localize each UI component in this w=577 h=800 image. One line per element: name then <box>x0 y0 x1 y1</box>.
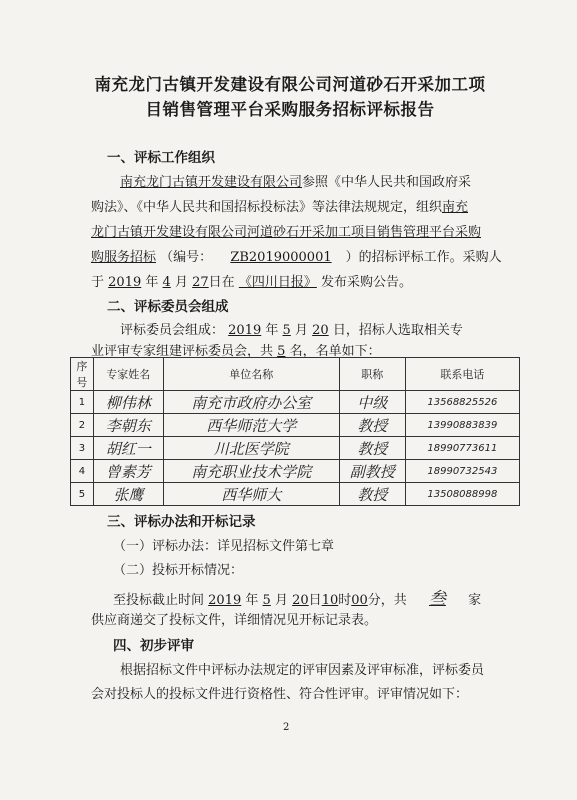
cell-name: 曾素芳 <box>93 460 163 483</box>
cell-unit: 西华师范大学 <box>163 414 339 437</box>
cell-seq: 2 <box>71 414 94 437</box>
committee-day: 20 <box>312 323 329 338</box>
cell-unit: 西华师大 <box>163 483 339 506</box>
cell-phone: 13568825526 <box>405 391 519 414</box>
committee-month: 5 <box>282 323 291 338</box>
section-3-line-2: 供应商递交了投标文件，详细情况见开标记录表。 <box>91 613 378 628</box>
section-3-sub-1: （一）评标办法：详见招标文件第七章 <box>113 539 335 554</box>
cell-seq: 3 <box>71 437 94 460</box>
text: 购法》、《中华人民共和国招标投标法》等法律法规规定，组织 <box>91 200 443 215</box>
section-1-heading: 一、评标工作组织 <box>107 150 215 166</box>
section-2-line-1 <box>120 319 463 338</box>
header-unit: 单位名称 <box>163 358 339 391</box>
deadline-minute: 00 <box>351 593 368 608</box>
deadline-hour: 10 <box>321 593 339 608</box>
header-seq: 序号 <box>71 358 94 391</box>
text: 日 <box>308 593 322 608</box>
section-3-line-1 <box>113 584 481 609</box>
table-row <box>71 460 520 483</box>
page-number: 2 <box>283 722 290 733</box>
announce-day: 27 <box>192 275 209 290</box>
table-row <box>71 483 520 506</box>
deadline-day: 20 <box>292 593 309 608</box>
section-3-sub-2: （二）投标开标情况： <box>113 563 244 578</box>
section-1-line-3: 龙门古镇开发建设有限公司河道砂石开采加工项目销售管理平台采购 <box>91 225 482 240</box>
text: 年 <box>145 275 159 290</box>
cell-phone: 13990883839 <box>405 414 519 437</box>
text: 业评审专家组建评标委员会，共 <box>91 344 274 359</box>
section-2-heading: 二、评标委员会组成 <box>107 299 229 315</box>
text: 分，共 <box>367 593 407 608</box>
table-header-row <box>71 358 520 391</box>
text: 时 <box>338 593 352 608</box>
cell-title: 教授 <box>339 437 405 460</box>
cell-title: 中级 <box>339 391 405 414</box>
text: 于 <box>91 275 105 290</box>
cell-seq: 1 <box>71 391 94 414</box>
text: 日，招标人选取相关专 <box>332 323 463 338</box>
purchaser-name-start: 南充 <box>442 200 469 215</box>
committee-table <box>70 357 520 506</box>
header-phone: 联系电话 <box>405 358 519 391</box>
text: 至投标截止时间 <box>113 593 205 608</box>
cell-phone: 18990732543 <box>405 460 519 483</box>
cell-seq: 5 <box>71 483 94 506</box>
cell-title: 教授 <box>339 483 405 506</box>
report-title-line-2: 目销售管理平台采购服务招标评标报告 <box>145 100 435 119</box>
text: 评标委员会组成： <box>120 323 225 338</box>
tender-number: ZB2019000001 <box>230 250 332 265</box>
project-name-end: 购服务招标 <box>91 250 157 265</box>
cell-unit: 川北医学院 <box>163 437 339 460</box>
section-4-line-1: 根据招标文件中评标办法规定的评审因素及评审标准，评标委员 <box>120 663 485 678</box>
text: 日在 <box>208 275 235 290</box>
text: 月 <box>274 593 288 608</box>
cell-name: 柳伟林 <box>93 391 163 414</box>
committee-count: 5 <box>277 344 286 359</box>
text: 年 <box>245 593 259 608</box>
section-1-line-4 <box>91 246 502 265</box>
section-4-line-2: 会对投标人的投标文件进行资格性、符合性评审。评审情况如下： <box>91 687 469 702</box>
text: 月 <box>294 323 308 338</box>
committee-year: 2019 <box>228 323 262 338</box>
deadline-month: 5 <box>262 593 271 608</box>
text: 参照《中华人民共和国政府采 <box>302 175 472 190</box>
cell-unit: 南充市政府办公室 <box>163 391 339 414</box>
cell-phone: 18990773611 <box>405 437 519 460</box>
text: 年 <box>265 323 279 338</box>
text: 家 <box>468 593 482 608</box>
table-row <box>71 437 520 460</box>
cell-name: 张鹰 <box>93 483 163 506</box>
section-4-heading: 四、初步评审 <box>113 638 194 654</box>
cell-unit: 南充职业技术学院 <box>163 460 339 483</box>
report-title-line-1: 南充龙门古镇开发建设有限公司河道砂石开采加工项 <box>94 75 486 94</box>
cell-title: 副教授 <box>339 460 405 483</box>
section-1-line-1 <box>120 171 471 190</box>
text: 发布采购公告。 <box>320 275 412 290</box>
cell-title: 教授 <box>339 414 405 437</box>
text: ）的招标评标工作。采购人 <box>345 250 502 265</box>
header-name: 专家姓名 <box>93 358 163 391</box>
deadline-year: 2019 <box>208 593 242 608</box>
text: （编号： <box>160 250 213 265</box>
announce-month: 4 <box>162 275 171 290</box>
bidder-count: 叁 <box>428 589 446 609</box>
announce-media: 《四川日报》 <box>238 275 317 290</box>
header-title: 职称 <box>339 358 405 391</box>
cell-seq: 4 <box>71 460 94 483</box>
section-3-heading: 三、评标办法和开标记录 <box>107 514 256 530</box>
text: 月 <box>174 275 188 290</box>
table-row <box>71 414 520 437</box>
purchaser-name: 南充龙门古镇开发建设有限公司 <box>120 175 303 190</box>
cell-name: 李朝东 <box>93 414 163 437</box>
section-1-line-2 <box>91 196 468 215</box>
announce-year: 2019 <box>108 275 142 290</box>
cell-name: 胡红一 <box>93 437 163 460</box>
cell-phone: 13508088998 <box>405 483 519 506</box>
table-row <box>71 391 520 414</box>
text: 名，名单如下： <box>289 344 381 359</box>
section-1-line-5 <box>91 271 412 290</box>
